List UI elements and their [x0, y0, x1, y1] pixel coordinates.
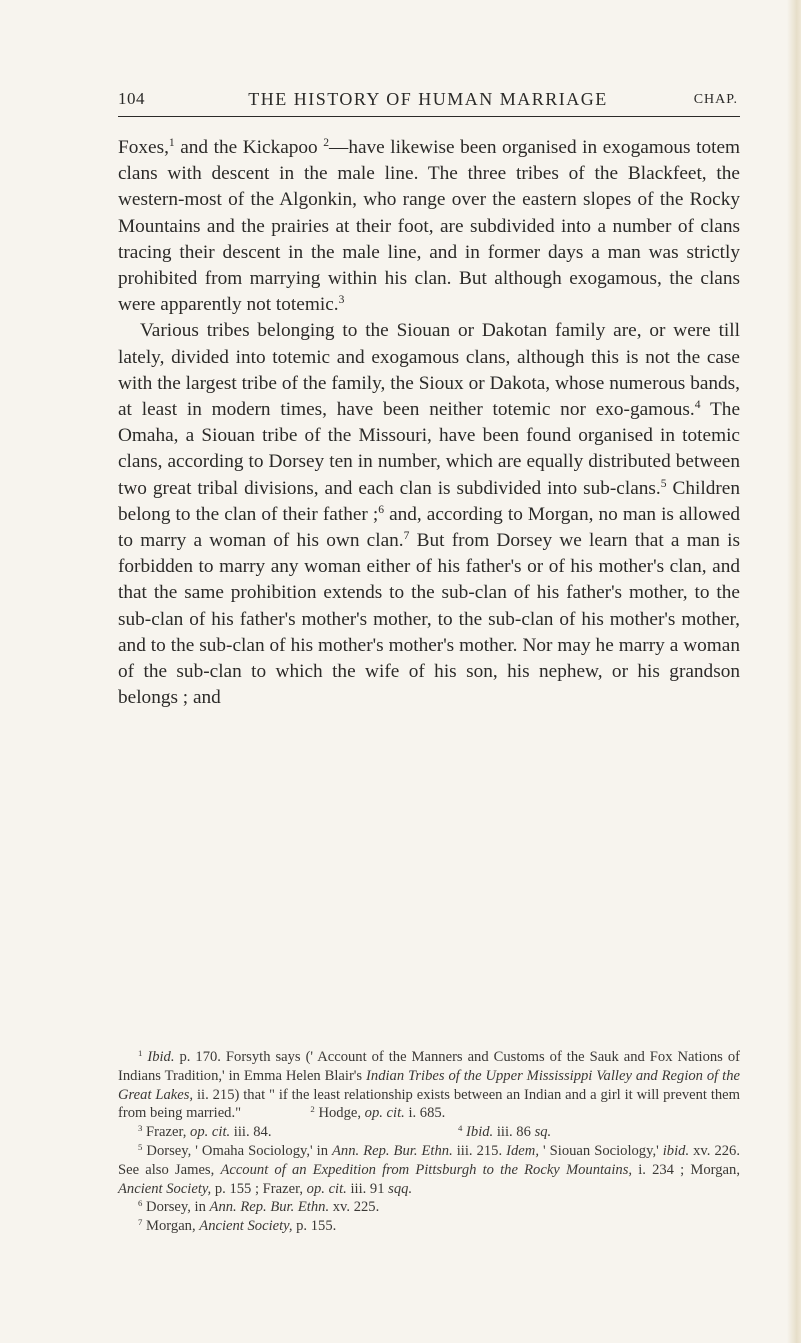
footnote-number: 5 [138, 1141, 143, 1152]
text-run: Account of an Expedition from Pittsburgh to the Rocky Mountains, [220, 1161, 633, 1178]
footnote-ref: 7 [403, 529, 410, 543]
footnote-ref: 5 [660, 476, 667, 490]
text-run: ibid. [662, 1142, 690, 1159]
text-run: iii. 84. [230, 1124, 272, 1141]
paragraph-2 [118, 318, 740, 711]
text-run: ' Siouan Sociology,' [538, 1142, 663, 1159]
text-run: Various tribes belonging to the Siouan or Dakotan family are, or were till lately, divided into totemic and exogamous clans, although this is not the case with the largest tribe of the family, the Sioux or Dakota, whose numerous bands, at least in modern times, have been neither totemic nor exo-gamous. [118, 320, 740, 421]
text-run: iii. 91 [346, 1180, 389, 1197]
page-number: 104 [118, 89, 145, 108]
text-run: Dorsey, in [146, 1199, 210, 1216]
footnotes [118, 1048, 740, 1236]
footnote-ref: 6 [378, 502, 385, 516]
text-run: Idem, [506, 1142, 539, 1159]
text-run: iii. 86 [493, 1124, 535, 1141]
text-run: xv. 226. See also James, [118, 1142, 740, 1178]
text-run: Ancient Society, [199, 1218, 293, 1235]
text-run: and, according to Morgan, no man is allowed to marry a woman of his own clan. [118, 503, 741, 552]
footnote-row-3-4 [118, 1123, 740, 1142]
text-run: and the Kickapoo [174, 137, 324, 158]
paragraph-1 [118, 135, 740, 318]
text-run: op. cit. [364, 1105, 405, 1122]
footnote-number: 6 [138, 1198, 143, 1209]
footnote-ref: 1 [168, 136, 175, 150]
footnote-4 [458, 1123, 740, 1142]
text-run: p. 170. Forsyth says (' Account of the Manners and Customs of the Sauk and Fox Nations of Indians Tradition,' in Emma Helen Blair's [118, 1049, 740, 1084]
text-run: sq. [534, 1124, 552, 1141]
text-run: Morgan, [146, 1218, 200, 1235]
footnote-ref: 4 [694, 398, 701, 412]
text-run: op. cit. [190, 1124, 231, 1141]
page-edge-shadow [787, 0, 801, 1343]
text-run: Foxes, [118, 137, 169, 158]
text-run: op. cit. [306, 1180, 347, 1197]
footnote-number: 2 [310, 1104, 315, 1115]
footnote-ref: 2 [323, 136, 330, 150]
text-run: Ibid. [147, 1049, 175, 1065]
text-run: ii. 215) that " if the least relationship exists between an Indian and a girl it will prevent them from being married." [118, 1086, 740, 1122]
chapter-label: CHAP. [693, 92, 738, 107]
footnote-number: 7 [138, 1216, 143, 1227]
text-run: But from Dorsey we learn that a man is forbidden to marry any woman either of his father's or of his mother's clan, and that the same prohibition extends to the sub-clan of his father's mother, to the sub-clan of his father's mother's mother, to the sub-clan of his mother's mother, and to the sub-clan of his mother's mother's mother. Nor may he marry a woman of the sub-clan to which the wife of his son, his nephew, or his grandson belongs ; and [118, 530, 740, 709]
text-run: sqq. [388, 1180, 413, 1197]
text-run: Children belong to the clan of their father ; [118, 477, 740, 525]
text-run: iii. 215. [452, 1142, 507, 1159]
footnote-3 [118, 1123, 458, 1142]
footnote-6 [118, 1198, 740, 1217]
text-run: —have likewise been organised in exogamous totem clans with descent in the male line. The three tribes of the Blackfeet, the western-most of the Algonkin, who range over the eastern slopes of the Rocky Mountains and the prairies at their foot, are subdivided into a number of clans tracing their descent in the male line, and in former days a man was strictly prohibited from marrying within his clan. But although exogamous, the clans were apparently not totemic. [118, 137, 741, 316]
footnote-number: 3 [138, 1122, 143, 1133]
text-run: p. 155. [292, 1218, 337, 1235]
running-title: THE HISTORY OF HUMAN MARRIAGE [248, 89, 608, 109]
footnote-number: 1 [138, 1047, 143, 1058]
text-run: Ann. Rep. Bur. Ethn. [209, 1199, 330, 1216]
text-run: p. 155 ; Frazer, [211, 1180, 307, 1197]
text-run: Ancient Society, [118, 1180, 212, 1197]
text-run: Frazer, [146, 1124, 191, 1141]
text-run: i. 685. [404, 1105, 446, 1122]
text-run: Indian Tribes of the Upper Mississippi Valley and Region of the Great Lakes, [118, 1067, 740, 1103]
footnote-7 [118, 1217, 740, 1236]
footnote-number: 4 [458, 1122, 463, 1133]
text-run: i. 234 ; Morgan, [632, 1161, 740, 1178]
text-run: xv. 225. [329, 1199, 380, 1216]
text-run: The Omaha, a Siouan tribe of the Missouri, have been found organised in totemic clans, according to Dorsey ten in number, which are equally distributed between two great tribal divisions, and each clan is subdivided into sub-clans. [118, 399, 741, 499]
footnote-ref: 3 [338, 293, 345, 307]
footnote-1 [118, 1048, 740, 1123]
main-text [118, 135, 740, 711]
text-run: Ibid. [466, 1124, 494, 1141]
text-run: Dorsey, ' Omaha Sociology,' in [146, 1142, 333, 1159]
footnote-5 [118, 1142, 740, 1198]
text-run: Hodge, [318, 1105, 365, 1122]
running-header [118, 89, 738, 119]
text-run: Ann. Rep. Bur. Ethn. [332, 1142, 453, 1159]
header-rule [118, 116, 740, 117]
